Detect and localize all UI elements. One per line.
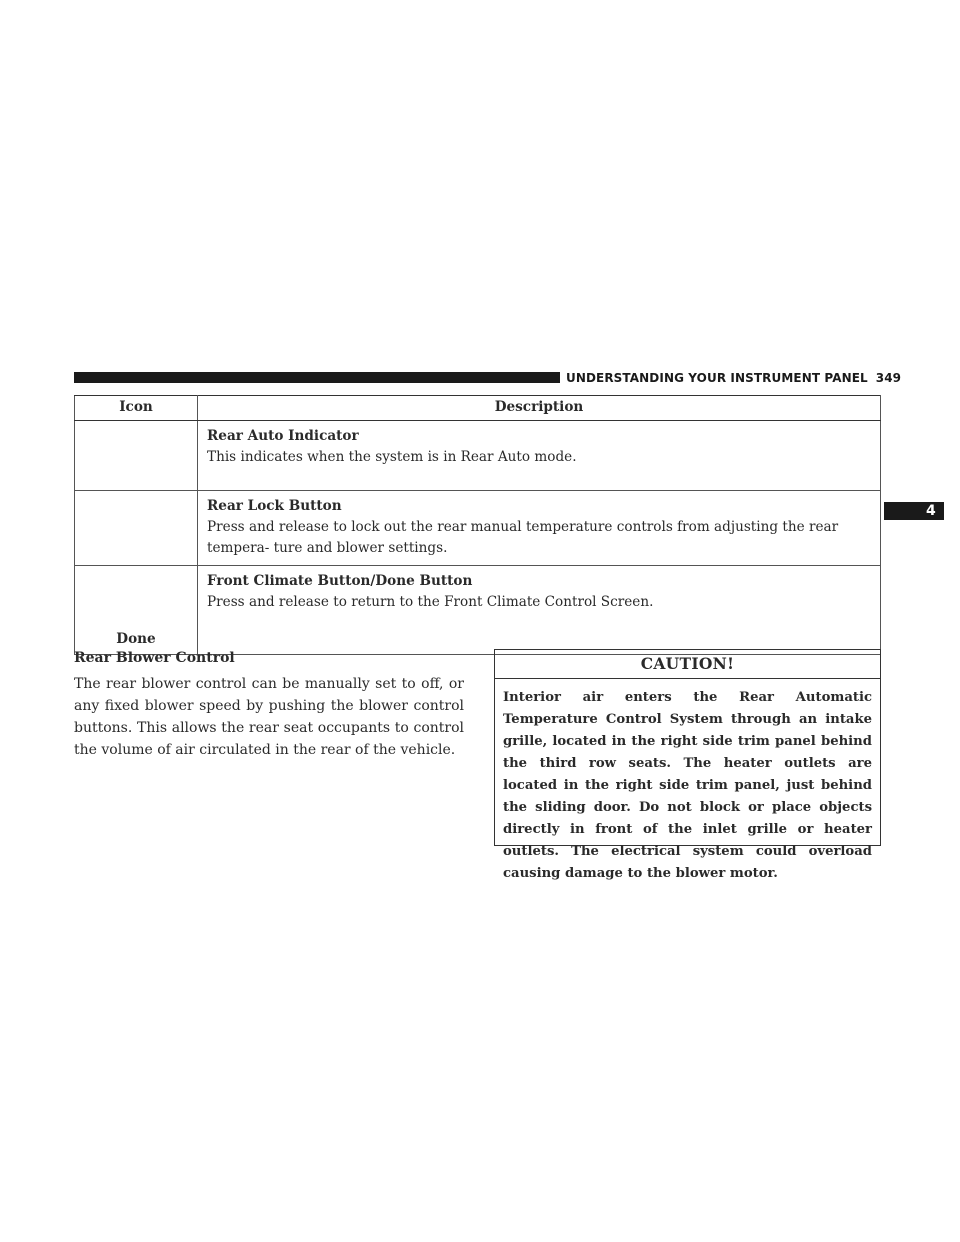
chapter-number: 4 xyxy=(926,503,936,519)
header-title: UNDERSTANDING YOUR INSTRUMENT PANEL xyxy=(566,371,868,385)
description-cell xyxy=(198,491,881,566)
caution-text: Interior air enters the Rear Automatic Temperature Control System through an intake grille, located in the right side trim panel behind the third row seats. The heater outlets are located in the right side trim panel, just behind the sliding door. Do not block or place objects directly in front of the inlet grille or heater outlets. The electrical system could overload causing damage to the blower motor. xyxy=(503,690,872,881)
row-title: Rear Auto Indicator xyxy=(207,428,359,444)
icon-description-table xyxy=(74,395,881,655)
row-title: Front Climate Button/Done Button xyxy=(207,573,473,589)
section-body: The rear blower control can be manually set to off, or any fixed blower speed by pushing the blower control buttons. This allows the rear seat occupants to control the volume of air circulated in the rear of the vehicle. xyxy=(74,676,464,758)
row-text: Press and release to lock out the rear manual temperature controls from adjusting the rear tempera- ture and blower settings. xyxy=(207,519,839,556)
row-text: This indicates when the system is in Rear Auto mode. xyxy=(207,449,577,465)
header-rule xyxy=(74,372,560,383)
icon-cell xyxy=(75,566,198,655)
column-header-description: Description xyxy=(198,396,881,421)
table-header-row xyxy=(75,396,881,421)
row-text: Press and release to return to the Front Climate Control Screen. xyxy=(207,594,654,610)
description-cell xyxy=(198,566,881,655)
caution-box xyxy=(494,649,881,881)
section-heading: Rear Blower Control xyxy=(74,650,235,666)
row-title: Rear Lock Button xyxy=(207,498,342,514)
table-row xyxy=(75,566,881,655)
done-label: Done xyxy=(116,631,156,647)
page-number: 349 xyxy=(875,371,902,385)
chapter-tab xyxy=(884,502,944,520)
description-cell xyxy=(198,421,881,491)
column-header-icon: Icon xyxy=(75,396,198,421)
icon-cell xyxy=(75,491,198,566)
icon-cell xyxy=(75,421,198,491)
caution-title: CAUTION! xyxy=(495,650,880,679)
running-header xyxy=(566,369,902,387)
table-row xyxy=(75,421,881,491)
table-row xyxy=(75,491,881,566)
